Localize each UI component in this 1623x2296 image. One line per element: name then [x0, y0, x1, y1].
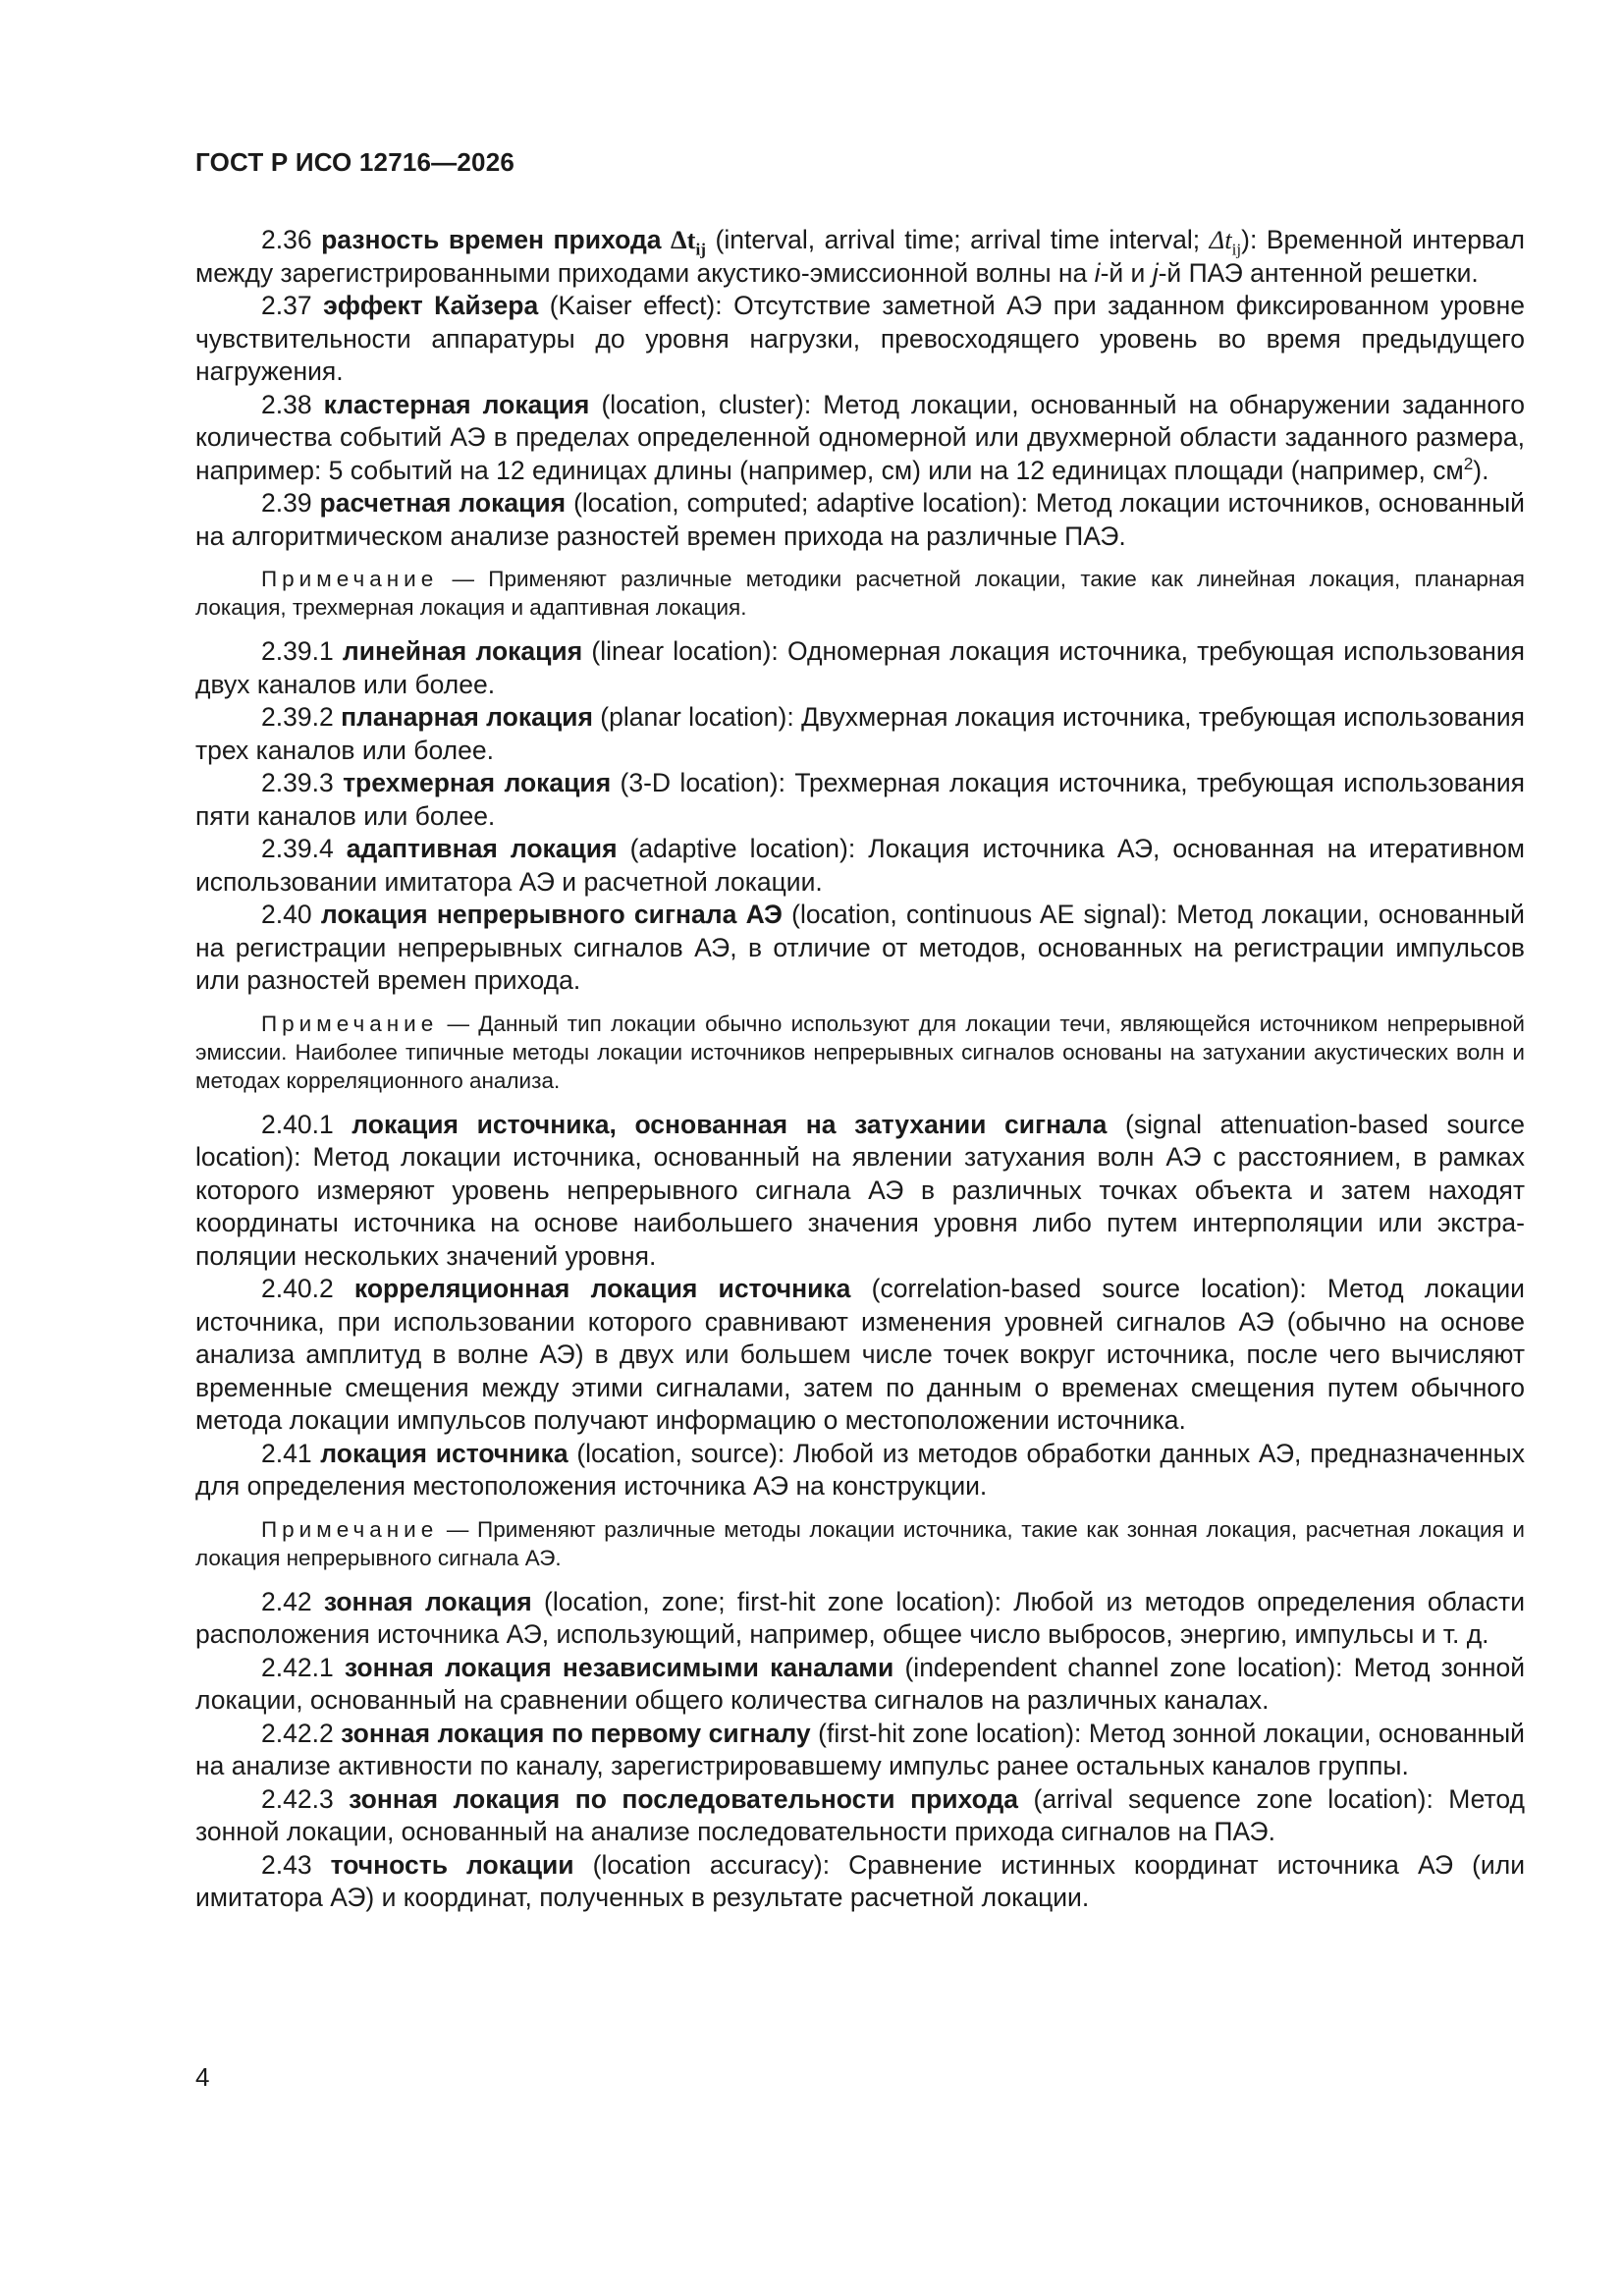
entry-number: 2.39.1 — [261, 636, 334, 666]
entry-number: 2.40 — [261, 900, 312, 929]
entry-text: (location accuracy): Сравнение истинных координат источника АЭ (или имитатора АЭ) и координат, полученных в результате расчетной локации. — [195, 1849, 1526, 1912]
entry-2-36: 2.36 разность времен прихода $\Delta t_{ij}$ (interval, arrival time; arrival time interval; $\Delta t_{ij}$): Временной интервал между зарегистрированными приходами акустико-эмиссионной волны на i-й и j-й ПАЭ антенной решетки. — [195, 225, 1525, 288]
superscript: 2 — [1463, 453, 1474, 473]
entry-2-43 — [195, 1849, 1525, 1915]
entry-term: точность локации — [330, 1849, 574, 1880]
entry-text: (location, source): Любой из методов обработки данных АЭ, предназначенных для определения местоположения источника АЭ на конструкции. — [195, 1438, 1525, 1501]
entry-term: расчетная локация — [319, 488, 567, 518]
entry-number: 2.43 — [261, 1849, 312, 1880]
entry-number: 2.36 — [261, 225, 312, 254]
entry-term: линейная локация — [342, 636, 583, 666]
entry-2-42-2 — [195, 1718, 1525, 1783]
entry-text: (location, computed; adaptive location): Метод локации источников, основанный на алгоритмическом анализе разностей времен прихода на различные ПАЭ. — [195, 488, 1525, 551]
entry-number: 2.39 — [261, 488, 312, 518]
note-text: — Данный тип локации обычно используют для локации течи, являющейся источником непрерывной эмиссии. Наиболее типичные методы локации источников непрерывных сигналов основаны на затухании акустических волн и методах корреляционного анализа. — [195, 1011, 1525, 1093]
entry-term: локация источника, основанная на затухании сигнала — [352, 1109, 1108, 1139]
note-label: Примечание — [261, 1516, 439, 1542]
note-label: Примечание — [261, 1011, 439, 1036]
entry-2-37 — [195, 290, 1525, 389]
entry-2-39-2 — [195, 701, 1525, 767]
entry-term: планарная локация — [341, 702, 593, 732]
document-body — [195, 224, 1525, 1915]
entry-text: (independent channel zone location): Метод зонной локации, основанный на сравнении общего количества сигналов на различных каналах. — [195, 1652, 1525, 1715]
entry-text: (adaptive location): Локация источника АЭ, основанная на итеративном использовании имитатора АЭ и расчетной локации. — [195, 834, 1525, 897]
entry-2-39-3 — [195, 767, 1525, 833]
entry-number: 2.42.3 — [261, 1783, 334, 1814]
entry-term: зонная локация по последовательности прихода — [349, 1783, 1019, 1814]
entry-number: 2.40.2 — [261, 1274, 334, 1303]
entry-term: зонная локация независимыми каналами — [344, 1652, 894, 1682]
entry-2-42 — [195, 1586, 1525, 1652]
entry-term: эффект Кайзера — [323, 291, 539, 320]
entry-2-42-3 — [195, 1783, 1525, 1849]
entry-term: кластерная локация — [323, 389, 590, 419]
inline-symbol: $\Delta t_{ij}$ — [1209, 225, 1242, 259]
entry-text: (signal attenuation-based source location): Метод локации источника, основанный на явлении затухания волн АЭ с расстоянием, в рамках которого измеряют уровень непрерывного сигнала АЭ в различных точках объекта и затем находят координаты источника на основе наибольшего значения уровня либо путем интерполяции или экстраполяции нескольких значений уровня. — [195, 1109, 1525, 1271]
term-symbol: $\Delta t_{ij}$ — [671, 225, 706, 259]
entry-number: 2.38 — [261, 389, 312, 419]
entry-term: адаптивная локация — [346, 834, 618, 863]
entry-term: локация источника — [320, 1438, 568, 1468]
entry-text: (first-hit zone location): Метод зонной локации, основанный на анализе активности по каналу, зарегистрировавшему импульс ранее остальных каналов группы. — [195, 1718, 1525, 1780]
entry-2-42-1 — [195, 1652, 1525, 1718]
entry-text: (location, cluster): Метод локации, основанный на обнаружении заданного количества событий АЭ в пределах определенной одномерной или двухмерной области заданного размера, например: 5 событий на 12 единицах длины (например, см) или на 12 единицах площади (например, см — [195, 389, 1525, 485]
entry-text: (linear location): Одномерная локация источника, требующая использования двух каналов или более. — [195, 636, 1525, 699]
entry-2-39-1 — [195, 635, 1525, 701]
note-label: Примечание — [261, 567, 439, 591]
entry-text: (Kaiser effect): Отсутствие заметной АЭ при заданном фиксированном уровне чувствительности аппаратуры до уровня нагрузки, превосходящего уровень во время предыдущего нагружения. — [195, 291, 1526, 386]
entry-term: корреляционная локация источника — [353, 1274, 851, 1303]
entry-term: зонная локация — [323, 1586, 532, 1616]
entry-number: 2.39.4 — [261, 834, 334, 863]
entry-2-40-1 — [195, 1109, 1525, 1274]
entry-term: трехмерная локация — [343, 768, 612, 797]
entry-number: 2.42.1 — [261, 1652, 334, 1682]
entry-2-39 — [195, 487, 1525, 553]
entry-text: (location, continuous AE signal): Метод локации, основанный на регистрации непрерывных сигналов АЭ, в отличие от методов, основанных на регистрации импульсов или разностей времен прихода. — [195, 900, 1525, 995]
note-continuous-location — [195, 1010, 1525, 1095]
note-source-location — [195, 1515, 1525, 1572]
note-text: — Применяют различные методы локации источника, такие как зонная локация, расчетная локация и локация непрерывного сигнала АЭ. — [195, 1516, 1525, 1570]
entry-text: (planar location): Двухмерная локация источника, требующая использования трех каналов или более. — [195, 702, 1525, 765]
page-number: 4 — [195, 2062, 210, 2092]
entry-number: 2.39.3 — [261, 768, 334, 797]
entry-2-38: 2.38 кластерная локация (location, cluster): Метод локации, основанный на обнаружении заданного количества событий АЭ в пределах определенной одномерной или двухмерной области заданного размера, например: 5 событий на 12 единицах длины (например, см) или на 12 единицах площади (например, $см^2$). — [195, 389, 1525, 485]
entry-2-39-4 — [195, 833, 1525, 899]
entry-text: (correlation-based source location): Метод локации источника, при использовании которого сравнивают изменения уровней сигналов АЭ (обычно на основе анализа амплитуд в волне АЭ) в двух или большем числе точек вокруг источника, после чего вычисляют временные смещения между этими сигналами, затем по данным о временах смещения путем обычного метода локации импульсов получают информацию о местоположении источника. — [195, 1274, 1525, 1435]
entry-number: 2.39.2 — [261, 702, 334, 732]
note-computed-location — [195, 565, 1525, 622]
entry-term: зонная локация по первому сигналу — [341, 1718, 811, 1748]
entry-number: 2.41 — [261, 1438, 312, 1468]
entry-term: локация непрерывного сигнала АЭ — [320, 900, 783, 929]
entry-number: 2.42.2 — [261, 1718, 334, 1748]
entry-number: 2.42 — [261, 1586, 312, 1616]
note-text: — Применяют различные методики расчетной локации, такие как линейная локация, планарная локация, трехмерная локация и адаптивная локация. — [195, 567, 1525, 620]
standard-header: ГОСТ Р ИСО 12716—2026 — [195, 147, 515, 177]
entry-text: (3-D location): Трехмерная локация источника, требующая использования пяти каналов или более. — [195, 768, 1525, 831]
entry-2-40-2 — [195, 1273, 1525, 1438]
entry-text: (location, zone; first-hit zone location): Любой из методов определения области расположения источника АЭ, использующий, например, общее число выбросов, энергию, импульсы и т. д. — [195, 1586, 1525, 1649]
entry-2-40 — [195, 899, 1525, 998]
entry-text: (arrival sequence zone location): Метод зонной локации, основанный на анализе последовательности прихода сигналов на ПАЭ. — [195, 1783, 1525, 1846]
entry-number: 2.37 — [261, 291, 312, 320]
entry-term: разность времен прихода $\Delta t_{ij}$ — [321, 225, 706, 259]
entry-2-41 — [195, 1438, 1525, 1503]
entry-number: 2.40.1 — [261, 1109, 334, 1139]
